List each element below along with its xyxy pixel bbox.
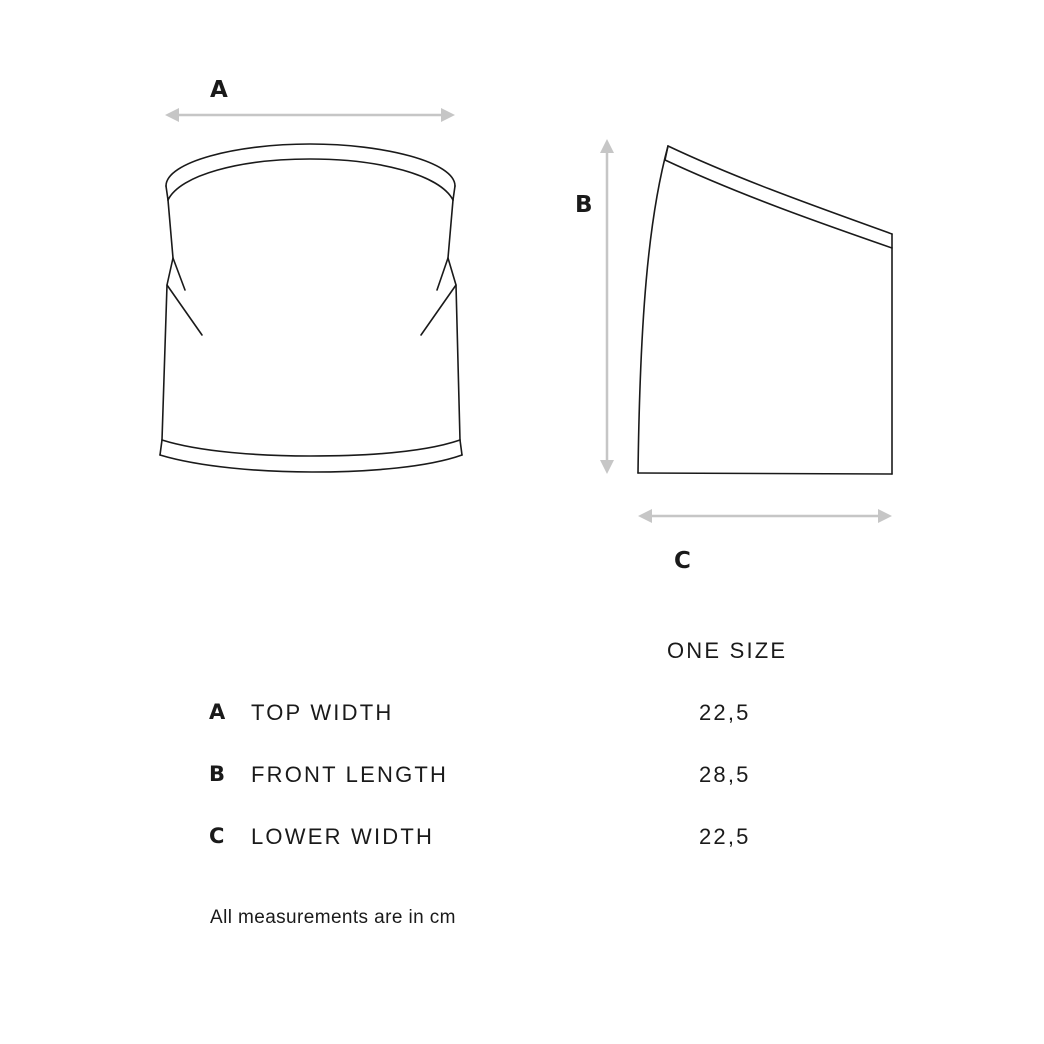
- size-column-header: ONE SIZE: [667, 638, 788, 663]
- measurement-unit-note: All measurements are in cm: [210, 907, 456, 928]
- row-name: LOWER WIDTH: [251, 824, 435, 849]
- row-name: TOP WIDTH: [251, 700, 394, 725]
- dimension-label-a: A: [210, 77, 228, 103]
- row-value: 28,5: [699, 762, 751, 787]
- row-key: B: [209, 762, 226, 786]
- dimension-label-c: C: [674, 548, 691, 574]
- table-row: [0, 824, 1044, 854]
- table-row: [0, 700, 1044, 730]
- row-value: 22,5: [699, 824, 751, 849]
- row-key: C: [209, 824, 225, 848]
- row-key: A: [209, 700, 226, 724]
- row-name: FRONT LENGTH: [251, 762, 449, 787]
- table-row: [0, 762, 1044, 792]
- row-value: 22,5: [699, 700, 751, 725]
- dimension-label-b: B: [575, 192, 593, 218]
